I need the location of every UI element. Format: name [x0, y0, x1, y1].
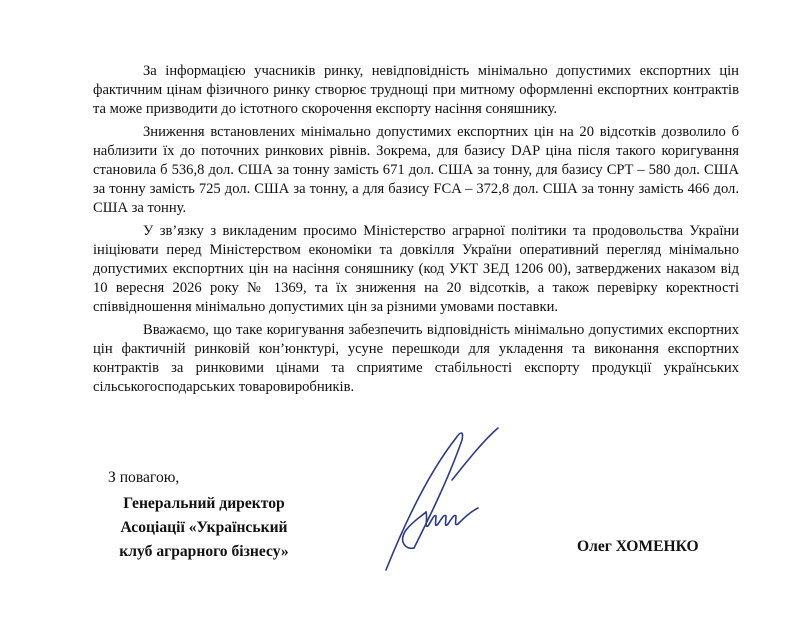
signer-title [100, 492, 308, 564]
signer-name: Олег ХОМЕНКО [577, 538, 699, 555]
letter-body [93, 62, 739, 401]
signer-title-line: Генеральний директор [123, 495, 285, 512]
signer-title-line: Асоціації «Український [120, 519, 288, 536]
paragraph-price-reduction: Зниження встановлених мінімально допустимих експортних цін на 20 відсотків дозволило б наблизити їх до поточних ринкових рівнів. Зокрема, для базису DAP ціна після такого коригування становила б 536,8 дол. США за тонну замість 671 дол. США за тонну, для базису CPT – 580 дол. США за тонну замість 725 дол. США за тонну, а для базису FCA – 372,8 дол. США за тонну замість 466 дол. США за тонну. [93, 124, 739, 216]
paragraph-conclusion: Вважаємо, що таке коригування забезпечить відповідність мінімально допустимих експортних цін фактичній ринковій кон’юнктурі, усуне перешкоди для укладення та виконання експортних контрактів за ринковими цінами та сприятиме стабільності експорту продукції українських сільськогосподарських товаровиробників. [93, 322, 739, 395]
closing-regards: З повагою, [108, 469, 180, 486]
signature-icon [368, 420, 508, 580]
paragraph-request: У зв’язку з викладеним просимо Міністерство аграрної політики та продовольства України ініціювати перед Міністерством економіки та довкілля України оперативний перегляд мінімально допустимих експортних цін на насіння соняшнику (код УКТ ЗЕД 1206 00), затверджених наказом від 10 вересня 2026 року № 1369, та їх зниження на 20 відсотків, а також перевірку коректності співвідношення мінімально допустимих цін за різними умовами поставки. [93, 223, 739, 315]
paragraph-market-info: За інформацією учасників ринку, невідповідність мінімально допустимих експортних цін фактичним цінам фізичного ринку створює труднощі при митному оформленні експортних контрактів та може призводити до істотного скорочення експорту насіння соняшнику. [93, 63, 739, 117]
signer-title-line: клуб аграрного бізнесу» [119, 543, 289, 560]
